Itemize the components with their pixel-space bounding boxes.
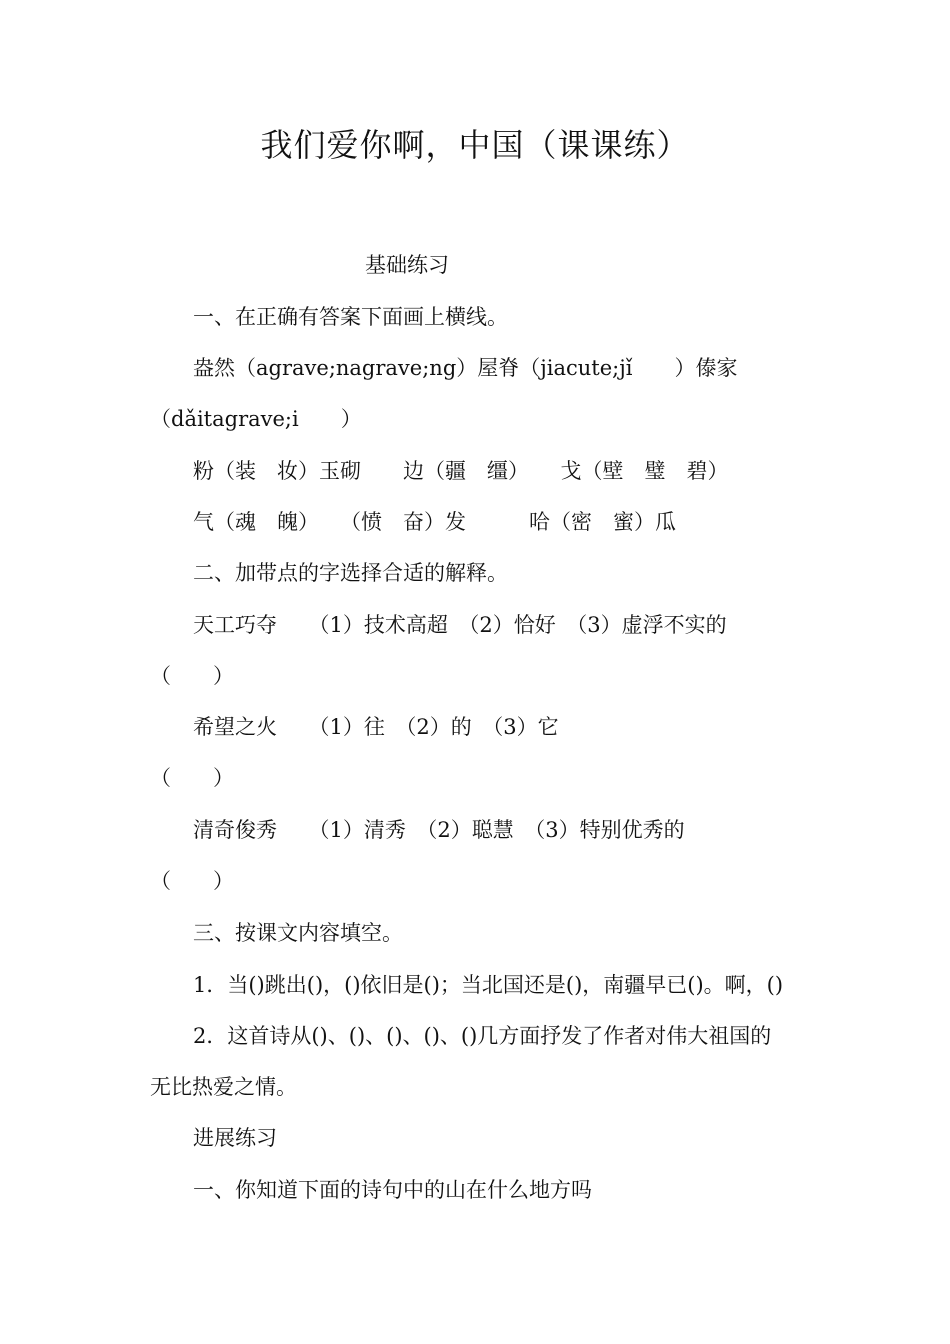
question-2-item-3: 清奇俊秀 （1）清秀 （2）聪慧 （3）特别优秀的 — [193, 818, 685, 842]
question-1-line-2: 粉（装 妆）玉砌 边（疆 缰） 戈（壁 璧 碧） — [193, 459, 729, 483]
question-1-line-1: 盎然（agrave;nagrave;ng）屋脊（jiacute;jǐ ）傣家 — [193, 356, 738, 380]
question-1-heading: 一、在正确有答案下面画上横线。 — [193, 305, 508, 329]
question-2-item-1-blank: （ ） — [150, 664, 234, 688]
question-2-item-1: 天工巧夺 （1）技术高超 （2）恰好 （3）虚浮不实的 — [193, 613, 727, 637]
question-3-item-1: 1．当()跳出()，()依旧是()；当北国还是()，南疆早已()。啊，() — [193, 973, 784, 997]
section-heading-basic: 基础练习 — [365, 253, 449, 277]
question-2-heading: 二、加带点的字选择合适的解释。 — [193, 561, 508, 585]
page-title: 我们爱你啊，中国（课课练） — [260, 126, 690, 164]
advanced-question-1-heading: 一、你知道下面的诗句中的山在什么地方吗 — [193, 1178, 592, 1202]
question-1-line-3: 气（魂 魄） （愤 奋）发 哈（密 蜜）瓜 — [193, 510, 676, 534]
question-3-heading: 三、按课文内容填空。 — [193, 921, 403, 945]
section-heading-advanced: 进展练习 — [193, 1126, 277, 1150]
question-3-item-2-continued: 无比热爱之情。 — [150, 1075, 297, 1099]
question-2-item-2-blank: （ ） — [150, 766, 234, 790]
question-2-item-3-blank: （ ） — [150, 869, 234, 893]
question-3-item-2: 2．这首诗从()、()、()、()、()几方面抒发了作者对伟大祖国的 — [193, 1024, 772, 1048]
question-2-item-2: 希望之火 （1）往 （2）的 （3）它 — [193, 715, 559, 739]
question-1-line-1-continued: （dǎitagrave;i ） — [150, 407, 362, 431]
